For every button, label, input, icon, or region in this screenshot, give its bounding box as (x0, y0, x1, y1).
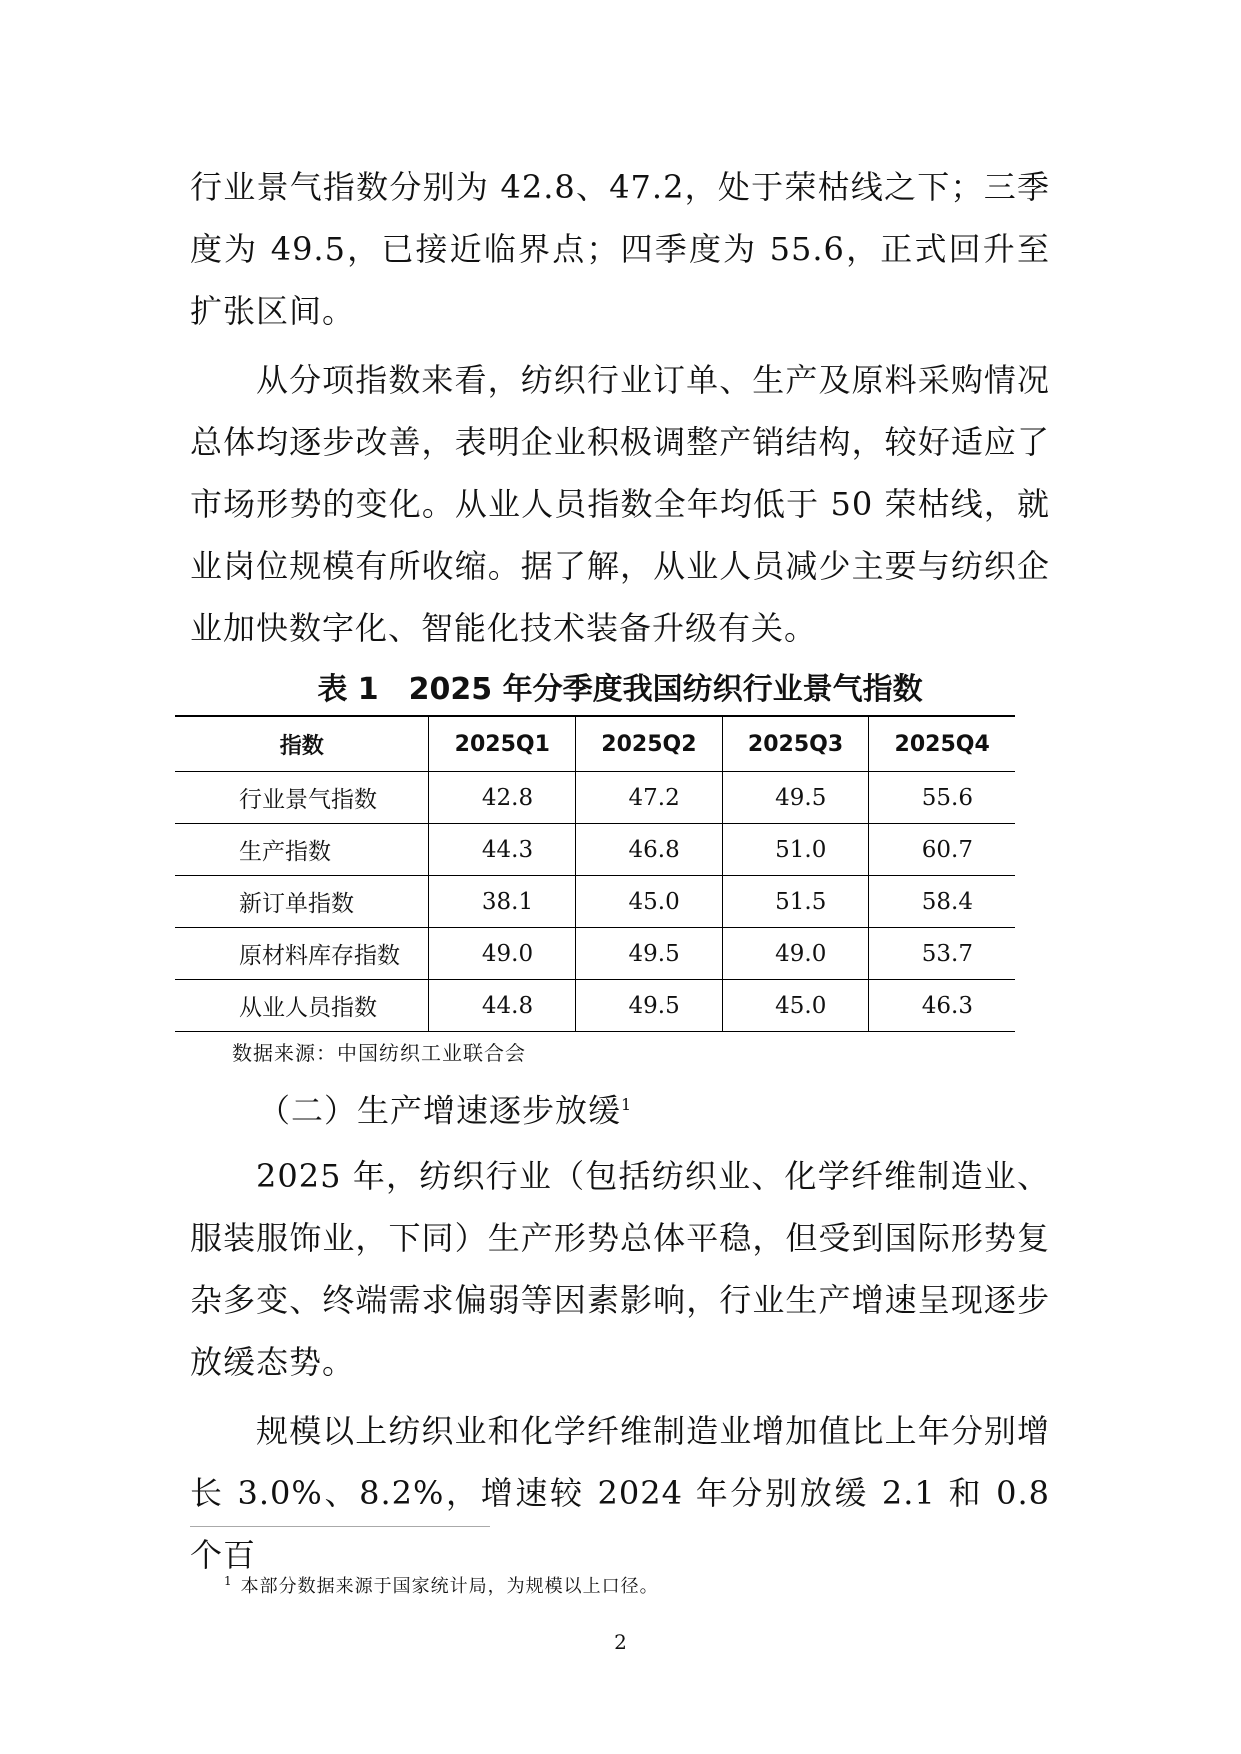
cell-value: 49.0 (722, 928, 869, 980)
row-label: 从业人员指数 (175, 980, 429, 1032)
header-q1: 2025Q1 (429, 716, 576, 772)
paragraph-2: 从分项指数来看，纺织行业订单、生产及原料采购情况总体均逐步改善，表明企业积极调整产销结构，较好适应了市场形势的变化。从业人员指数全年均低于 50 荣枯线，就业岗位规模有所收缩。据了解，从业人员减少主要与纺织企业加快数字化、智能化技术装备升级有关。 (190, 361, 1050, 647)
header-index: 指数 (175, 716, 429, 772)
row-label: 新订单指数 (175, 876, 429, 928)
cell-value: 45.0 (722, 980, 869, 1032)
cell-value: 49.5 (576, 928, 723, 980)
table-title: 表 1 2025 年分季度我国纺织行业景气指数 (317, 672, 923, 707)
table-row (175, 824, 1015, 876)
table-row (175, 928, 1015, 980)
table-header-row (175, 716, 1015, 772)
cell-value: 60.7 (869, 824, 1015, 876)
section-heading (258, 1083, 632, 1133)
cell-value: 51.0 (722, 824, 869, 876)
cell-value: 49.5 (576, 980, 723, 1032)
table-source-note: 数据来源：中国纺织工业联合会 (232, 1041, 526, 1065)
footnote-reference[interactable]: 1 (621, 1095, 633, 1114)
footnote (224, 1572, 659, 1598)
cell-value: 38.1 (429, 876, 576, 928)
footnote-divider (190, 1526, 490, 1527)
footnote-text: 本部分数据来源于国家统计局，为规模以上口径。 (240, 1576, 659, 1597)
cell-value: 47.2 (576, 772, 723, 824)
paragraph-1: 行业景气指数分别为 42.8、47.2，处于荣枯线之下；三季度为 49.5，已接近临界点；四季度为 55.6，正式回升至扩张区间。 (190, 168, 1050, 330)
cell-value: 53.7 (869, 928, 1015, 980)
section-heading-text: （二）生产增速逐步放缓 (258, 1091, 622, 1130)
header-q3: 2025Q3 (722, 716, 869, 772)
cell-value: 42.8 (429, 772, 576, 824)
cell-value: 49.5 (722, 772, 869, 824)
cell-value: 46.3 (869, 980, 1015, 1032)
cell-value: 51.5 (722, 876, 869, 928)
cell-value: 44.3 (429, 824, 576, 876)
cell-value: 45.0 (576, 876, 723, 928)
row-label: 生产指数 (175, 824, 429, 876)
cell-value: 55.6 (869, 772, 1015, 824)
page-number: 2 (614, 1630, 627, 1654)
row-label: 原材料库存指数 (175, 928, 429, 980)
paragraph-4: 规模以上纺织业和化学纤维制造业增加值比上年分别增长 3.0%、8.2%，增速较 2024 年分别放缓 2.1 和 0.8 个百 (190, 1412, 1050, 1574)
row-label: 行业景气指数 (175, 772, 429, 824)
table-row (175, 772, 1015, 824)
table-row (175, 876, 1015, 928)
header-q2: 2025Q2 (576, 716, 723, 772)
paragraph-3: 2025 年，纺织行业（包括纺织业、化学纤维制造业、服装服饰业，下同）生产形势总体平稳，但受到国际形势复杂多变、终端需求偏弱等因素影响，行业生产增速呈现逐步放缓态势。 (190, 1157, 1050, 1381)
header-q4: 2025Q4 (869, 716, 1015, 772)
cell-value: 49.0 (429, 928, 576, 980)
cell-value: 46.8 (576, 824, 723, 876)
cell-value: 58.4 (869, 876, 1015, 928)
footnote-marker: 1 (224, 1574, 233, 1588)
table-row (175, 980, 1015, 1032)
index-table (175, 715, 1015, 1032)
cell-value: 44.8 (429, 980, 576, 1032)
